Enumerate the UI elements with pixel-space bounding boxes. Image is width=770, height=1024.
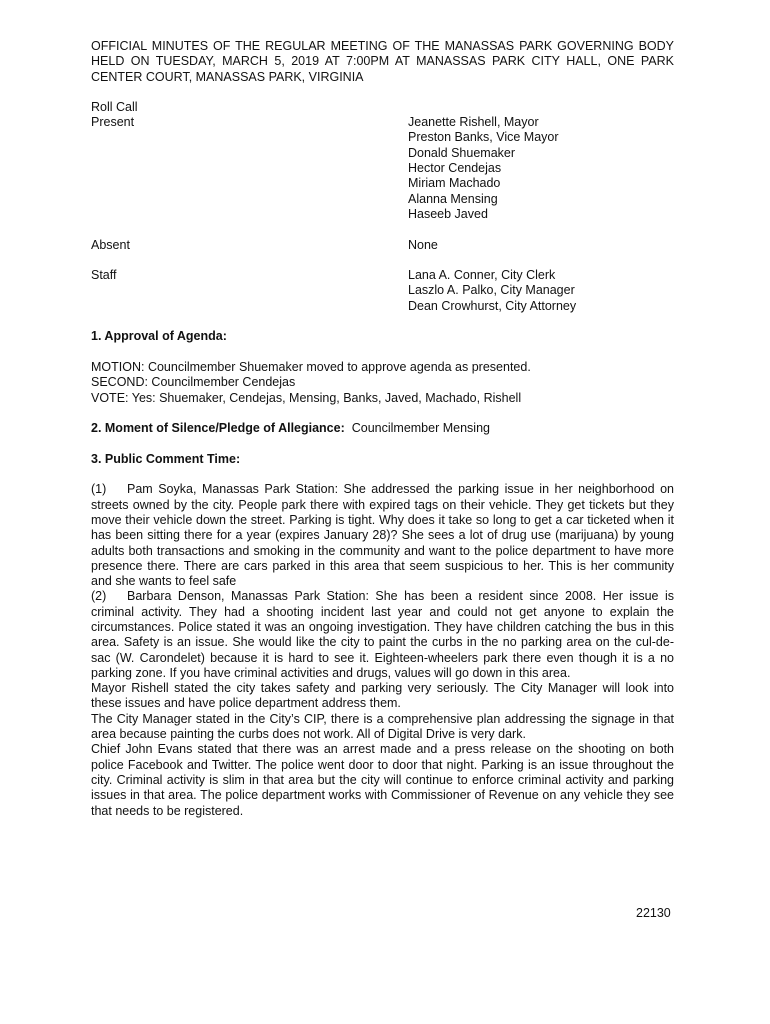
section-1-heading: 1. Approval of Agenda: bbox=[91, 329, 227, 344]
present-member: Miriam Machado bbox=[408, 176, 501, 191]
document-title: OFFICIAL MINUTES OF THE REGULAR MEETING OF THE MANASSAS PARK GOVERNING BODY HELD ON TUESDAY, MARCH 5, 2019 AT 7:00PM AT MANASSAS PARK CITY HALL, ONE PARK CENTER COURT, MANASSAS PARK, VIRGINIA bbox=[91, 39, 674, 84]
present-member: Hector Cendejas bbox=[408, 161, 502, 176]
mayor-statement: Mayor Rishell stated the city takes safety and parking very seriously. The City Manager will look into these issues and have police department address them. bbox=[91, 681, 674, 711]
comment-text: Pam Soyka, Manassas Park Station: She addressed the parking issue in her neighborhood on streets owned by the city. People park there with expired tags on their vehicle. They get tickets but they move their vehicle down the street. Parking is tight. Why does it take so long to get a car ticketed when it has been sitting there for a year (expires January 28)? She sees a lot of drug use (marijuana) by young adults both transactions and smoking in the community and want to the police department to have more presence there. There are cars parked in this area that seem suspicious to her. This is her community and she wants to feel safe bbox=[91, 482, 674, 589]
present-member: Preston Banks, Vice Mayor bbox=[408, 130, 559, 145]
motion-line: MOTION: Councilmember Shuemaker moved to approve agenda as presented. bbox=[91, 359, 531, 374]
section-2-value: Councilmember Mensing bbox=[351, 421, 490, 436]
present-list bbox=[408, 115, 674, 222]
staff-member: Laszlo A. Palko, City Manager bbox=[408, 283, 575, 298]
staff-label: Staff bbox=[91, 268, 117, 283]
section-2 bbox=[91, 421, 674, 436]
present-member: Jeanette Rishell, Mayor bbox=[408, 115, 539, 130]
comment-number: (1) bbox=[91, 482, 107, 497]
public-comment-1 bbox=[91, 482, 674, 589]
section-3-heading: 3. Public Comment Time: bbox=[91, 451, 241, 466]
staff-row bbox=[91, 268, 674, 314]
present-label: Present bbox=[91, 115, 135, 130]
police-chief-statement: Chief John Evans stated that there was an arrest made and a press release on the shooting on both police Facebook and Twitter. The police went door to door that night. Parking is an issue throughout the city. Criminal activity is slim in that area but the city will continue to enforce criminal activity and parking issues in that area. The police department works with Commissioner of Revenue on any vehicle they see that needs to be registered. bbox=[91, 742, 674, 818]
page-number: 22130 bbox=[636, 906, 671, 920]
staff-member: Lana A. Conner, City Clerk bbox=[408, 268, 556, 283]
present-member: Donald Shuemaker bbox=[408, 145, 516, 160]
staff-member: Dean Crowhurst, City Attorney bbox=[408, 298, 577, 313]
roll-call bbox=[91, 100, 674, 314]
comment-number: (2) bbox=[91, 589, 107, 604]
roll-call-heading: Roll Call bbox=[91, 99, 138, 114]
absent-label: Absent bbox=[91, 237, 130, 252]
present-row bbox=[91, 115, 674, 222]
minutes-page bbox=[91, 39, 674, 819]
public-comment-2 bbox=[91, 589, 674, 681]
section-2-heading: 2. Moment of Silence/Pledge of Allegiance: bbox=[91, 421, 345, 436]
vote-line: VOTE: Yes: Shuemaker, Cendejas, Mensing, Banks, Javed, Machado, Rishell bbox=[91, 390, 522, 405]
second-line: SECOND: Councilmember Cendejas bbox=[91, 375, 296, 390]
absent-value: None bbox=[408, 237, 438, 252]
comment-text: Barbara Denson, Manassas Park Station: She has been a resident since 2008. Her issue is criminal activity. They had a shooting incident last year and could not get anyone to explain the circumstances. Police stated it was an ongoing investigation. They have children catching the bus in this area. Safety is an issue. She would like the city to paint the curbs in the no parking area on the cul-de-sac (W. Carondelet) because it is hard to see it. Eighteen-wheelers park there even though it is a no parking zone. If you have criminal activities and drugs, values will go down in this area. bbox=[91, 589, 674, 680]
staff-list bbox=[408, 268, 674, 314]
present-member: Alanna Mensing bbox=[408, 191, 498, 206]
city-manager-statement: The City Manager stated in the City’s CIP, there is a comprehensive plan addressing the signage in that area because painting the curbs does not work. All of Digital Drive is very dark. bbox=[91, 711, 674, 742]
present-member: Haseeb Javed bbox=[408, 206, 488, 221]
absent-row bbox=[91, 238, 674, 253]
